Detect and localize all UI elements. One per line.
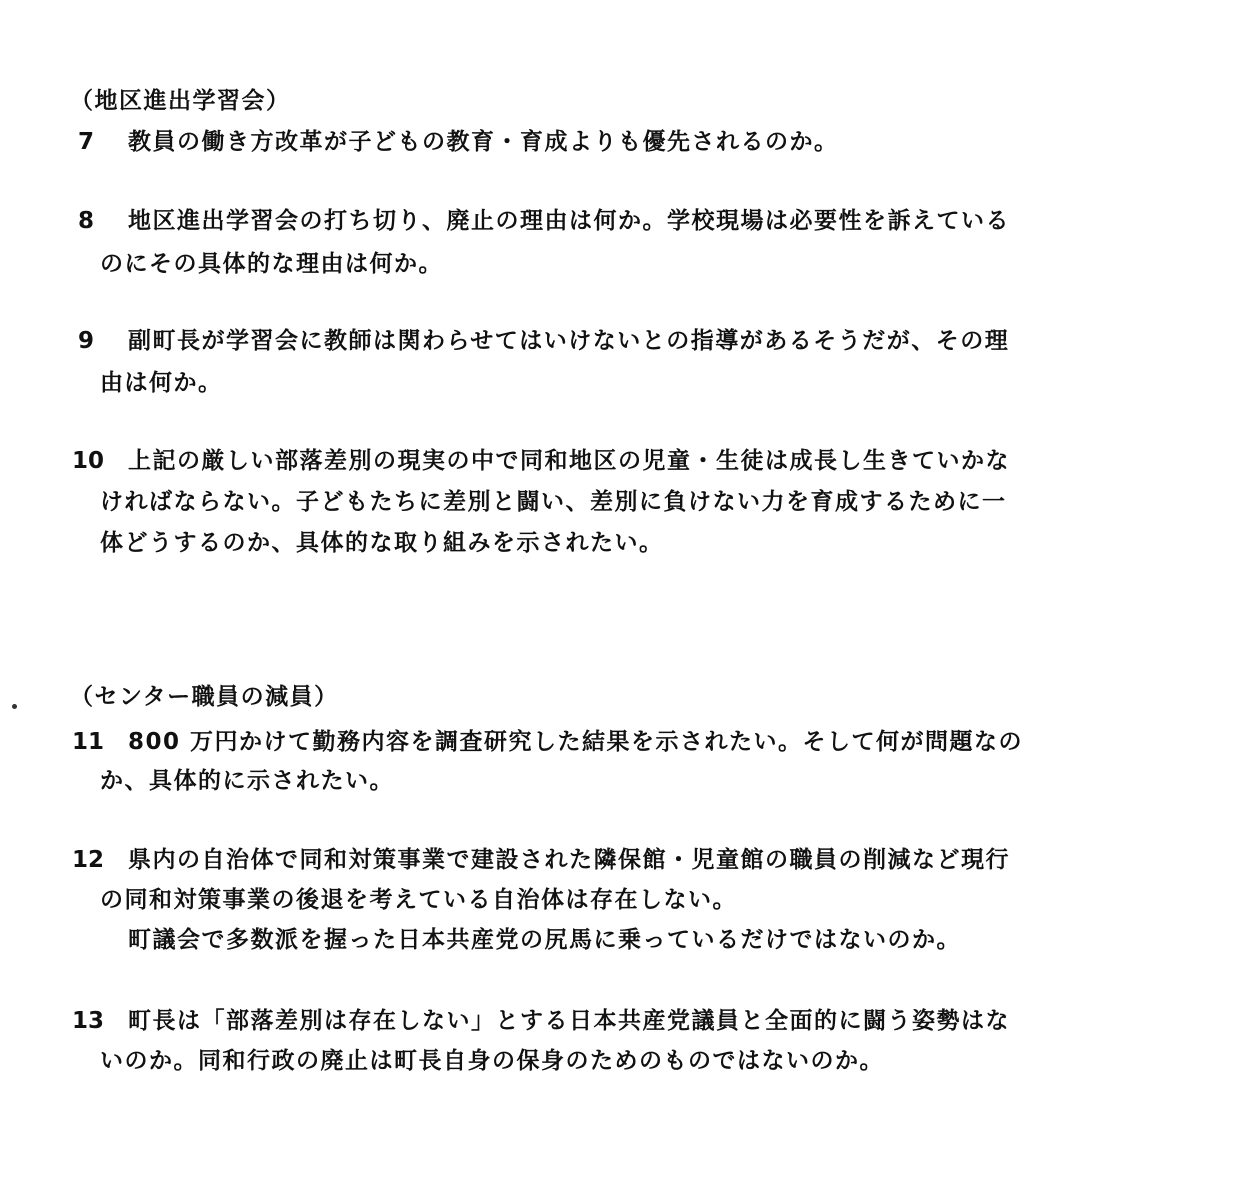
item-7-line-1: 教員の働き方改革が子どもの教育・育成よりも優先されるのか。	[128, 129, 839, 155]
item-number-7: 7	[78, 129, 95, 155]
item-number-9: 9	[78, 328, 95, 354]
item-10-line-2: ければならない。子どもたちに差別と闘い、差別に負けない力を育成するために一	[100, 489, 1007, 515]
item-8-line-1: 地区進出学習会の打ち切り、廃止の理由は何か。学校現場は必要性を訴えている	[128, 208, 1010, 234]
section-heading-center-staff: （センター職員の減員）	[70, 684, 339, 710]
item-11-line-1: 800 万円かけて勤務内容を調査研究した結果を示されたい。そして何が問題なの	[128, 729, 1024, 755]
item-13-line-1: 町長は「部落差別は存在しない」とする日本共産党議員と全面的に闘う姿勢はな	[128, 1008, 1010, 1034]
item-10-line-3: 体どうするのか、具体的な取り組みを示されたい。	[100, 530, 664, 556]
item-8-line-2: のにその具体的な理由は何か。	[100, 251, 443, 277]
item-10-line-1: 上記の厳しい部落差別の現実の中で同和地区の児童・生徒は成長し生きていかな	[128, 448, 1010, 474]
scan-speck	[12, 704, 17, 709]
item-12-line-2: の同和対策事業の後退を考えている自治体は存在しない。	[100, 887, 737, 913]
section-heading-district-study: （地区進出学習会）	[70, 88, 291, 114]
item-number-12: 12	[72, 847, 105, 873]
item-13-line-2: いのか。同和行政の廃止は町長自身の保身のためのものではないのか。	[100, 1048, 884, 1074]
item-9-line-2: 由は何か。	[100, 370, 223, 396]
item-number-13: 13	[72, 1008, 105, 1034]
item-12-line-3: 町議会で多数派を握った日本共産党の尻馬に乗っているだけではないのか。	[128, 927, 961, 953]
item-11-line-2: か、具体的に示されたい。	[100, 768, 394, 794]
item-number-10: 10	[72, 448, 105, 474]
item-number-8: 8	[78, 208, 95, 234]
item-number-11: 11	[72, 729, 105, 755]
item-9-line-1: 副町長が学習会に教師は関わらせてはいけないとの指導があるそうだが、その理	[128, 328, 1010, 354]
item-12-line-1: 県内の自治体で同和対策事業で建設された隣保館・児童館の職員の削減など現行	[128, 847, 1010, 873]
